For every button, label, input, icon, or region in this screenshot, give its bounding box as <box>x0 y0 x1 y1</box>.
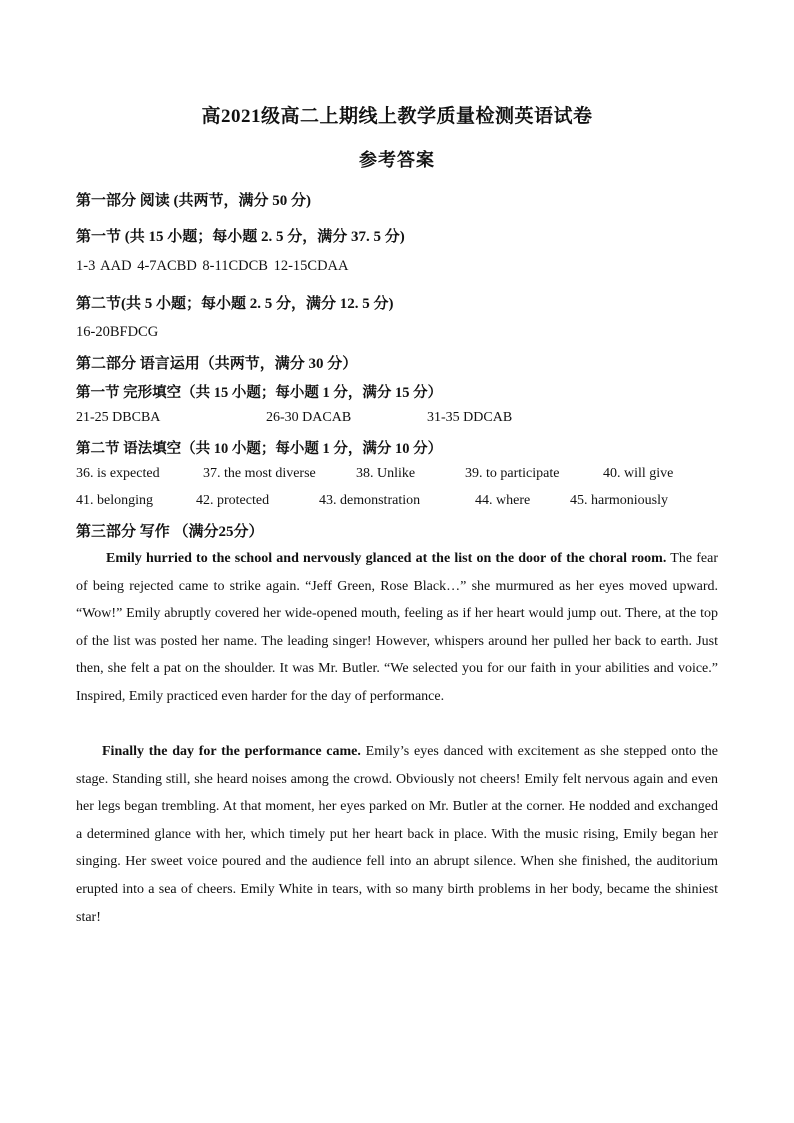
part2-section2-heading: 第二节 语法填空（共 10 小题；每小题 1 分，满分 10 分） <box>76 441 443 457</box>
grammar-answer: 42. protected <box>196 493 270 508</box>
cloze-answer-group: 31-35 DDCAB <box>427 410 513 425</box>
essay-paragraph-1 <box>76 545 718 711</box>
cloze-answer-group: 26-30 DACAB <box>266 410 352 425</box>
paragraph-1-body: The fear of being rejected came to strike again. “Jeff Green, Rose Black…” she murmured as her eyes moved upward. “Wow!” Emily abruptly covered her wide-opened mouth, feeling as if her heart would jump out. There, at the top of the list was posted her name. The leading singer! However, whispers around her pulled her back to earth. Just then, she felt a pat on the shoulder. It was Mr. Butler. “We selected you for our faith in your abilities and voice.” Inspired, Emily practiced even harder for the day of performance. <box>76 551 719 704</box>
grammar-answer: 38. Unlike <box>356 466 416 481</box>
cloze-answer-group: 21-25 DBCBA <box>76 410 161 425</box>
paragraph-2-body: Emily’s eyes danced with excitement as she stepped onto the stage. Standing still, she heard noises among the crowd. Obviously not cheers! Emily felt nervous again and even her legs began trembling. At that moment, her eyes parked on Mr. Butler at the corner. He nodded and exchanged a determined glance with her, which timely put her heart back in place. With the music rising, Emily began her singing. Her sweet voice poured and the audience fell into an abrupt silence. When she finished, the auditorium erupted into a sea of cheers. Emily White in tears, with so many birth problems in her body, became the shiniest star! <box>76 744 719 925</box>
paragraph-2-lead: Finally the day for the performance came. <box>102 744 361 759</box>
grammar-answer: 39. to participate <box>465 466 560 481</box>
part1-section2-heading: 第二节(共 5 小题；每小题 2. 5 分，满分 12. 5 分) <box>76 296 394 312</box>
part2-heading: 第二部分 语言运用（共两节，满分 30 分） <box>76 356 358 372</box>
grammar-answer: 44. where <box>475 493 531 508</box>
grammar-answer: 37. the most diverse <box>203 466 316 481</box>
paragraph-1-lead: Emily hurried to the school and nervously glanced at the list on the door of the choral room. <box>106 551 667 566</box>
grammar-answer: 41. belonging <box>76 493 153 508</box>
page-title: 高2021级高二上期线上教学质量检测英语试卷 <box>201 106 593 127</box>
part1-section1-heading: 第一节 (共 15 小题；每小题 2. 5 分，满分 37. 5 分) <box>76 229 405 245</box>
part3-heading: 第三部分 写作 （满分25分） <box>76 524 264 540</box>
part1-section1-answers: 1-3 AAD 4-7ACBD 8-11CDCB 12-15CDAA <box>76 258 349 274</box>
grammar-answer: 40. will give <box>603 466 674 481</box>
grammar-answer: 43. demonstration <box>319 493 421 508</box>
part2-section1-heading: 第一节 完形填空（共 15 小题；每小题 1 分，满分 15 分） <box>76 385 443 401</box>
part1-heading: 第一部分 阅读 (共两节，满分 50 分) <box>76 193 311 209</box>
grammar-answer: 36. is expected <box>76 466 160 481</box>
page-subtitle: 参考答案 <box>359 150 435 170</box>
essay-paragraph-2 <box>76 738 718 931</box>
grammar-answer: 45. harmoniously <box>570 493 668 508</box>
part1-section2-answers: 16-20BFDCG <box>76 324 159 340</box>
